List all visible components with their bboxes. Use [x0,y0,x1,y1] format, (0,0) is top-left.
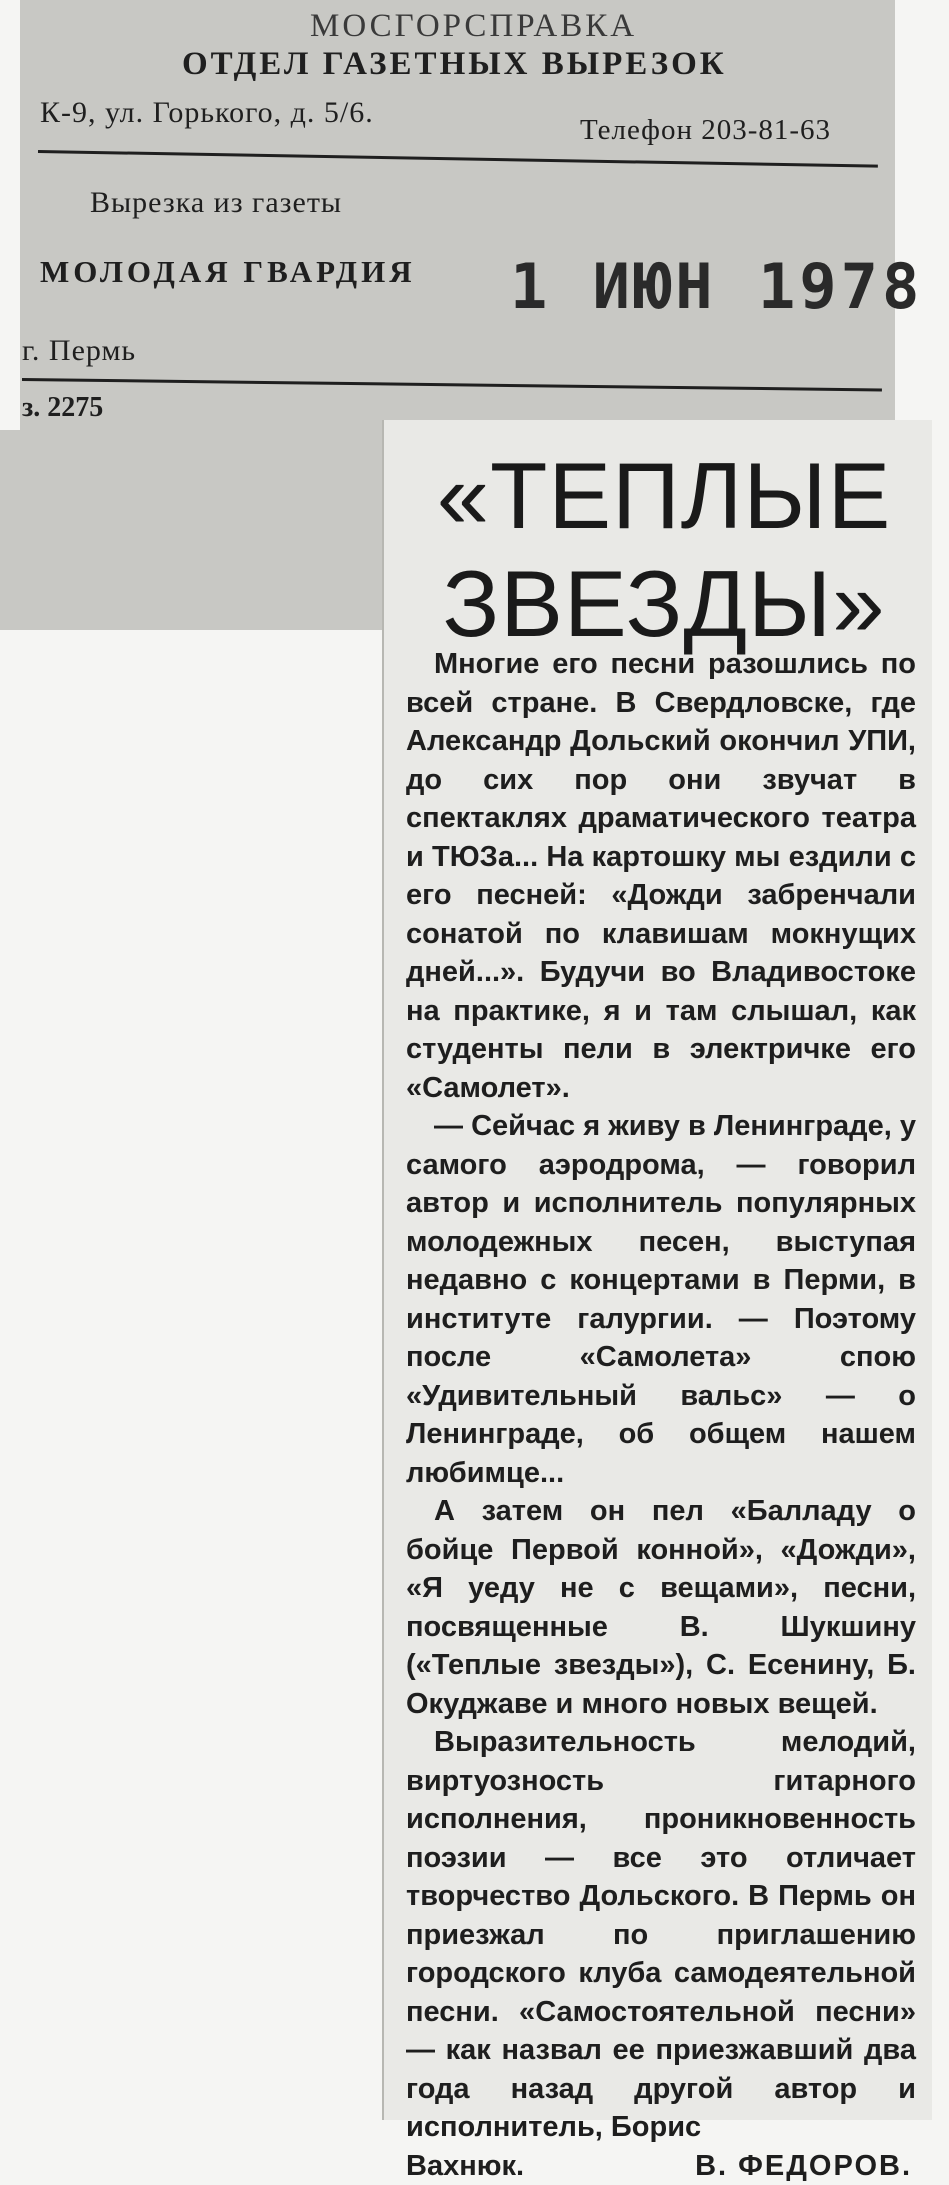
article-paragraph: — Сейчас я живу в Ленинграде, у самого аэродрома, — говорил автор и исполнитель популярных молодежных песен, выступая недавно с концертами в Перми, в институте галургии. — Поэтому после «Самолета» спою «Удивительный вальс» — о Ленинграде, об общем нашем любимце... [406,1107,916,1492]
agency-name: МОСГОРСПРАВКА [310,8,637,45]
article-paragraph: А затем он пел «Балладу о бойце Первой конной», «Дожди», «Я уеду не с вещами», песни, посвященные В. Шукшину («Теплые звезды»), С. Есенину, Б. Окуджаве и много новых вещей. [406,1492,916,1723]
order-number: з. 2275 [22,392,103,424]
article-closing-word: Вахнюк. [406,2147,524,2185]
article-paragraph: Многие его песни разошлись по всей стране. В Свердловске, где Александр Дольский окончил УПИ, до сих пор они звучат в спектаклях драматического театра и ТЮЗа... На картошку мы ездили с его песней: «Дожди забренчали сонатой по клавишам мокнущих дней...». Будучи во Владивостоке на практике, я и там слышал, как студенты пели в электричке его «Самолет». [406,645,916,1107]
agency-phone: Телефон 203-81-63 [580,114,831,147]
agency-address: К-9, ул. Горького, д. 5/6. [40,96,374,130]
newspaper-name: МОЛОДАЯ ГВАРДИЯ [40,254,416,290]
article-paragraph: Выразительность мелодий, виртуозность гитарного исполнения, проникновенность поэзии — все это отличает творчество Дольского. В Пермь он приезжал по приглашению городского клуба самодеятельной песни. «Самостоятельной песни» — как назвал ее приезжавший два года назад другой автор и исполнитель, Борис [406,1723,916,2147]
department-name: ОТДЕЛ ГАЗЕТНЫХ ВЫРЕЗОК [182,46,727,83]
clip-source-label: Вырезка из газеты [90,186,342,220]
article-signature-row [406,2147,916,2185]
article-body [406,645,916,2185]
city-label: г. Пермь [22,334,136,368]
author-byline: В. ФЕДОРОВ. [695,2147,912,2185]
clipping-header-slip-lower [0,430,395,630]
article-clipping [382,420,932,2120]
article-headline: «ТЕПЛЫЕ ЗВЕЗДЫ» [424,442,904,658]
date-stamp: 1 ИЮН 1978 [510,250,923,323]
